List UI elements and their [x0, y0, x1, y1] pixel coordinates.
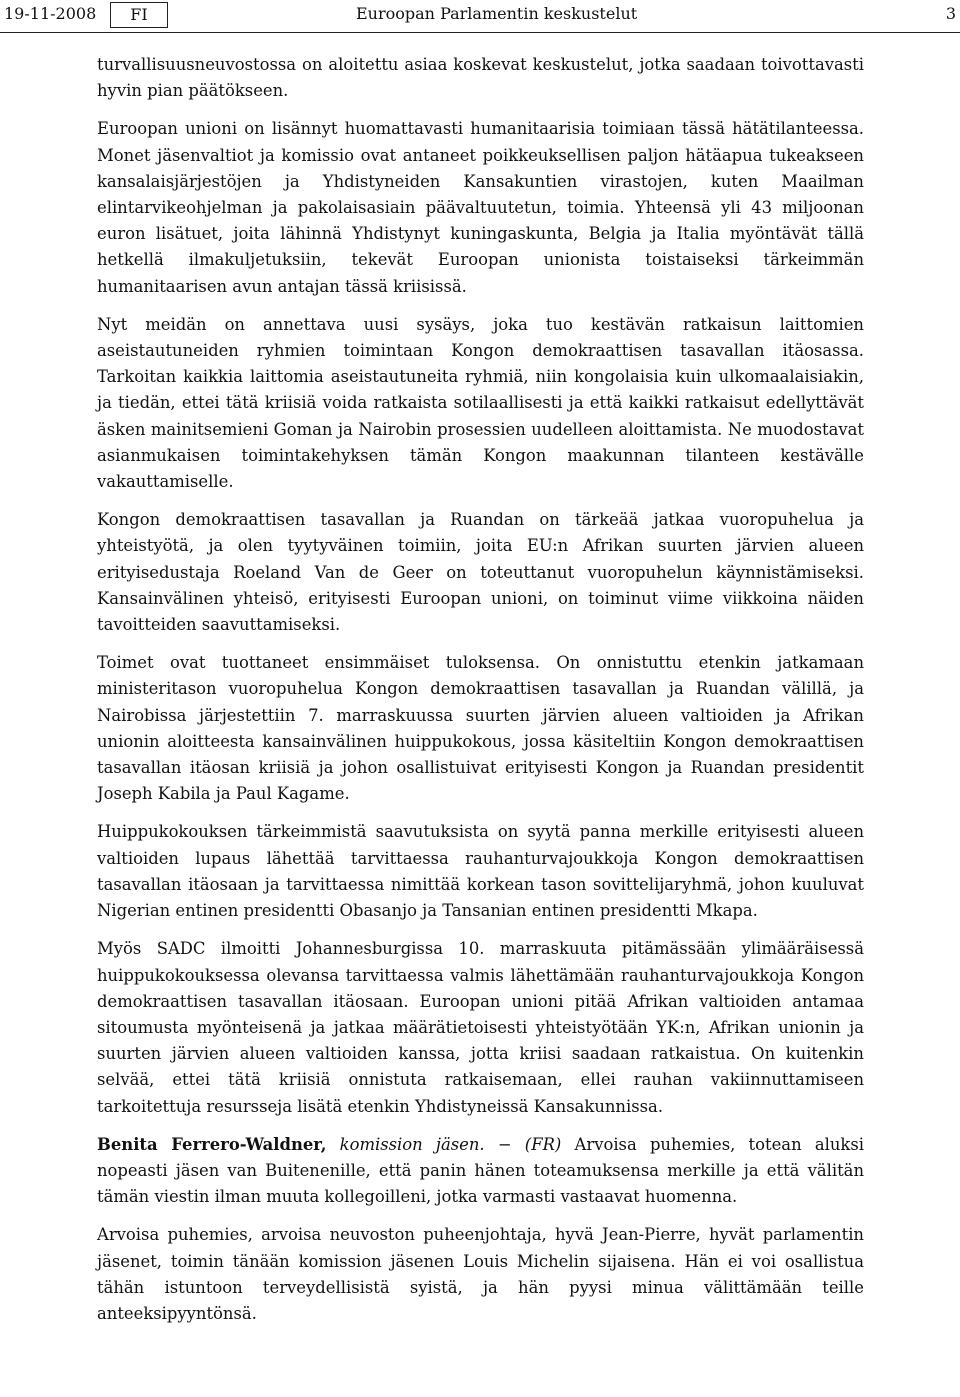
paragraph: Huippukokouksen tärkeimmistä saavutuksista on syytä panna merkille erityisesti alueen valtioiden lupaus lähettää tarvittaessa rauhanturvajoukkoja Kongon demokraattisen tasavallan itäosaan ja tarvittaessa nimittää korkean tason sovittelijaryhmä, johon kuuluvat Nigerian entinen presidentti Obasanjo ja Tansanian entinen presidentti Mkapa. — [97, 822, 864, 921]
paragraph: turvallisuusneuvostossa on aloitettu asiaa koskevat keskustelut, jotka saadaan toivottavasti hyvin pian päätökseen. — [97, 55, 864, 101]
speaker-name: Benita Ferrero-Waldner, — [97, 1134, 327, 1154]
paragraph: Nyt meidän on annettava uusi sysäys, joka tuo kestävän ratkaisun laittomien aseistautuneiden ryhmien toimintaan Kongon demokraattisen tasavallan itäosassa. Tarkoitan kaikkia laittomia aseistautuneita ryhmiä, niin kongolaisia kuin ulkomaalaisiakin, ja tiedän, ettei tätä kriisiä voida ratkaista sotilaallisesti ja että kaikki ratkaisut edellyttävät äsken mainitsemieni Goman ja Nairobin prosessien uudelleen aloittamista. Ne muodostavat asianmukaisen toimintakehyksen tämän Kongon maakunnan tilanteen kestävälle vakauttamiselle. — [97, 314, 864, 492]
paragraph: Myös SADC ilmoitti Johannesburgissa 10. marraskuuta pitämässään ylimääräisessä huippukokouksessa olevansa tarvittaessa valmis lähettämään rauhanturvajoukkoja Kongon demokraattisen tasavallan itäosaan. Euroopan unioni pitää Afrikan valtioiden antamaa sitoumusta myönteisenä ja jatkaa määrätietoisesti yhteistyötään YK:n, Afrikan unionin ja suurten järvien alueen valtioiden kanssa, jotta kriisi saadaan ratkaistua. On kuitenkin selvää, ettei tätä kriisiä onnistuta ratkaisemaan, ellei rauhan vakiinnuttamiseen tarkoitettuja resursseja lisätä etenkin Yhdistyneissä Kansakunnissa. — [97, 939, 864, 1116]
document-body — [97, 52, 864, 1339]
speech-language-tag: (FR) — [524, 1134, 562, 1154]
paragraph: Arvoisa puhemies, arvoisa neuvoston puheenjohtaja, hyvä Jean-Pierre, hyvät parlamentin jäsenet, toimin tänään komission jäsenen Louis Michelin sijaisena. Hän ei voi osallistua tähän istuntoon terveydellisistä syistä, ja hän pyysi minua välittämään teille anteeksipyyntönsä. — [97, 1225, 864, 1323]
document-date: 19-11-2008 — [4, 4, 97, 23]
speaker-role: komission jäsen. — [339, 1134, 485, 1154]
paragraph: Toimet ovat tuottaneet ensimmäiset tuloksensa. On onnistuttu etenkin jatkamaan ministeritason vuoropuhelua Kongon demokraattisen tasavallan ja Ruandan välillä, ja Nairobissa järjestettiin 7. marraskuussa suurten järvien alueen valtioiden ja Afrikan unionin aloitteesta kansainvälinen huippukokous, jossa käsiteltiin Kongon demokraattisen tasavallan itäosan kriisiä ja johon osallistuivat erityisesti Kongon ja Ruandan presidentit Joseph Kabila ja Paul Kagame. — [97, 653, 864, 804]
page-header — [0, 0, 960, 33]
paragraph: Kongon demokraattisen tasavallan ja Ruandan on tärkeää jatkaa vuoropuhelua ja yhteistyötä, ja olen tyytyväinen toimiin, joita EU:n Afrikan suurten järvien alueen erityisedustaja Roeland Van de Geer on toteuttanut vuoropuhelun käynnistämiseksi. Kansainvälinen yhteisö, erityisesti Euroopan unioni, on toiminut viime viikkoina näiden tavoitteiden saavuttamiseksi. — [97, 510, 864, 635]
speech-separator: − — [497, 1134, 512, 1154]
speech-paragraph — [97, 1132, 864, 1211]
paragraph: Euroopan unioni on lisännyt huomattavasti humanitaarisia toimiaan tässä hätätilanteessa. Monet jäsenvaltiot ja komissio ovat antaneet poikkeuksellisen paljon hätäapua tukeakseen kansalaisjärjestöjen ja Yhdistyneiden Kansakuntien virastojen, kuten Maailman elintarvikeohjelman ja pakolaisasiain päävaltuutetun, toimia. Yhteensä yli 43 miljoonan euron lisätuet, joita lähinnä Yhdistynyt kuningaskunta, Belgia ja Italia myöntävät tällä hetkellä ilmakuljetuksiin, tekevät Euroopan unionista toistaiseksi tärkeimmän humanitaarisen avun antajan tässä kriisissä. — [97, 119, 864, 296]
speech-text: Arvoisa puhemies, totean aluksi nopeasti jäsen van Buitenenille, että panin hänen toteamuksensa merkille ja että välitän tämän viestin ilman muuta kollegoilleni, jotka varmasti vastaavat huomenna. — [97, 1134, 864, 1207]
document-title: Euroopan Parlamentin keskustelut — [356, 4, 638, 23]
language-code: FI — [110, 2, 168, 28]
page-number: 3 — [945, 4, 956, 23]
